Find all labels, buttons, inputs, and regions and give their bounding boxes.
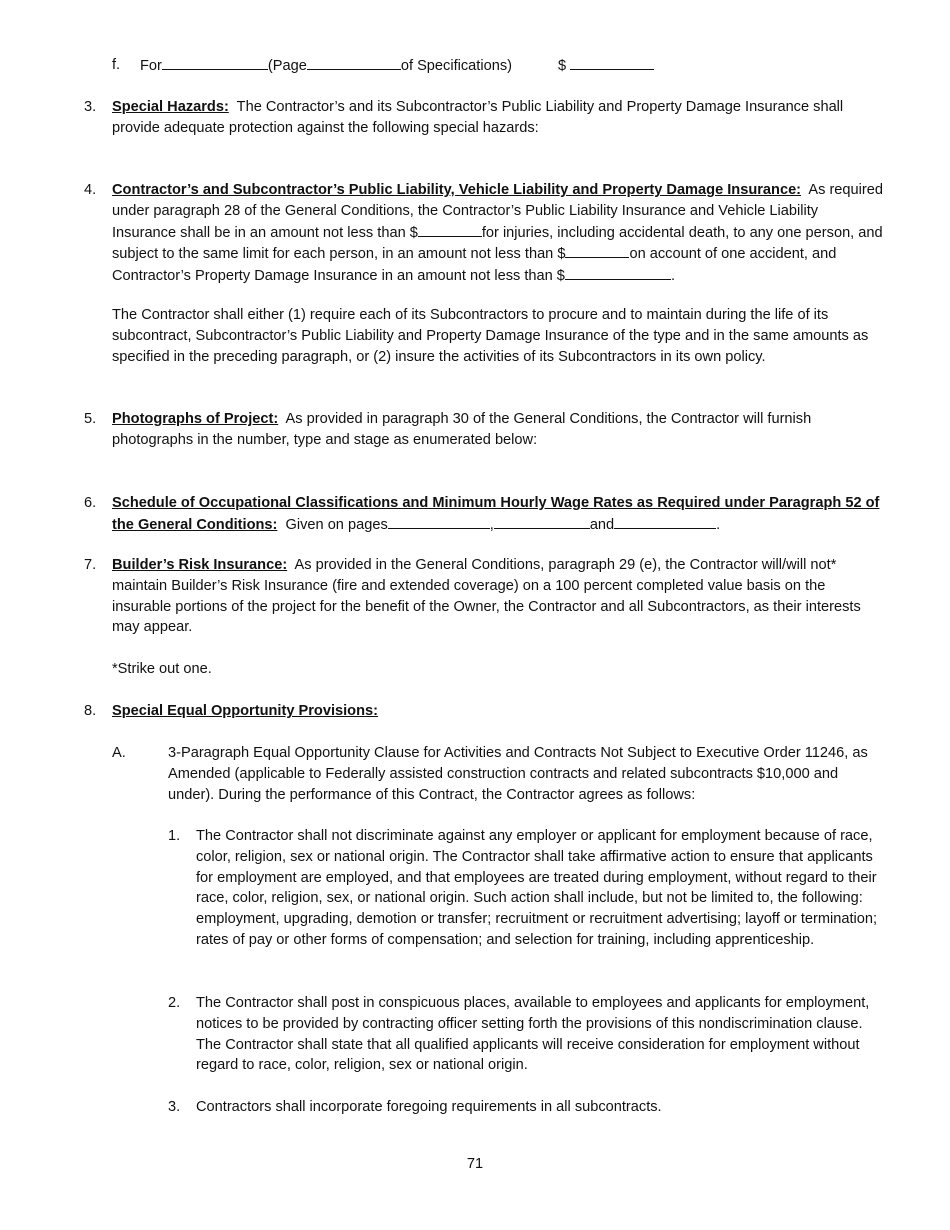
- clause-2-text: The Contractor shall post in conspicuous places, available to employees and applicants for employment, notices to be provided by contracting officer setting forth the provisions of this nondiscrimination clause. The Contractor shall state that all qualified applicants will receive consideration for employment without regard to race, color, religion, sex or national origin.: [196, 995, 870, 1074]
- page-number: 71: [466, 1156, 484, 1172]
- for-blank[interactable]: [162, 55, 268, 70]
- item-4-text-a: As required under paragraph 28 of the General Conditions, the Contractor’s Public Liability Insurance and Vehicle Liability Insurance shall be in an amount not less than $: [112, 182, 883, 241]
- item-8-heading: Special Equal Opportunity Provisions:: [112, 703, 378, 719]
- item-6-comma: ,: [489, 516, 494, 533]
- item-4-text-d: .: [670, 268, 675, 285]
- page-blank[interactable]: [307, 55, 401, 70]
- item-5-heading: Photographs of Project:: [112, 411, 279, 427]
- item-6-period: .: [716, 516, 721, 533]
- item-3-text: The Contractor’s and its Subcontractor’s Public Liability and Property Damage Insurance shall provide adequate protection against the following special hazards:: [112, 99, 844, 136]
- item-4-text-b: for injuries, including accidental death, to any one person, and subject to the same limit for each person, in an amount not less than $: [112, 224, 883, 263]
- accident-amount-blank[interactable]: [565, 243, 629, 258]
- liability-amount-blank[interactable]: [418, 222, 482, 237]
- item-3-body: [112, 97, 884, 139]
- clause-1-number: 1.: [168, 828, 181, 844]
- item-6-and: and: [589, 516, 615, 533]
- item-4-heading: Contractor’s and Subcontractor’s Public Liability, Vehicle Liability and Property Damage Insurance:: [112, 182, 802, 198]
- item-7-text: As provided in the General Conditions, paragraph 29 (e), the Contractor will/will not* maintain Builder’s Risk Insurance (fire and extended coverage) on a 100 percent completed value basis on the insurable portions of the project for the benefit of the Owner, the Contractor and all Subcontractors, as their interests may appear.: [112, 557, 861, 636]
- item-5-text: As provided in paragraph 30 of the General Conditions, the Contractor will furnish photographs in the number, type and stage as enumerated below:: [112, 411, 812, 448]
- for-label: For: [140, 58, 162, 74]
- amount-blank[interactable]: [570, 55, 654, 70]
- dollar-sign: $: [558, 58, 567, 74]
- item-4-number: 4.: [84, 182, 97, 198]
- subsection-a-letter: A.: [112, 745, 126, 761]
- item-5-body: [112, 409, 884, 451]
- item-4-para-2-text: The Contractor shall either (1) require each of its Subcontractors to procure and to maintain during the life of its subcontract, Subcontractor’s Public Liability and Property Damage Insurance of the type and in the same amounts as specified in the preceding paragraph, or (2) insure the activities of its Subcontractors in its own policy.: [112, 307, 869, 365]
- clause-1-text: The Contractor shall not discriminate against any employer or applicant for employment because of race, color, religion, sex or national origin. The Contractor shall take affirmative action to ensure that applicants for employment are employed, and that employees are treated during employment, without regard to their race, color, religion, sex, or national origin. Such action shall include, but not be limited to, the following: employment, upgrading, demotion or transfer; recruitment or recruitment advertising; layoff or termination; rates of pay or other forms of compensation; and selection for training, including apprenticeship.: [196, 828, 878, 948]
- item-6-heading: Schedule of Occupational Classifications and Minimum Hourly Wage Rates as Required under Paragraph 52 of the General Conditions:: [112, 495, 880, 533]
- item-7-number: 7.: [84, 557, 97, 573]
- page-blank-3[interactable]: [614, 514, 716, 529]
- item-6-text: Given on pages: [285, 516, 388, 533]
- clause-3-text: Contractors shall incorporate foregoing requirements in all subcontracts.: [196, 1099, 662, 1115]
- item-8-body: [112, 701, 884, 722]
- page-blank-2[interactable]: [494, 514, 590, 529]
- property-amount-blank[interactable]: [565, 265, 671, 280]
- item-3-number: 3.: [84, 99, 97, 115]
- item-f-text: [140, 55, 512, 77]
- clause-3-number: 3.: [168, 1099, 181, 1115]
- page-blank-1[interactable]: [388, 514, 490, 529]
- item-3-heading: Special Hazards:: [112, 99, 229, 115]
- strike-out-note: *Strike out one.: [112, 661, 212, 677]
- subsection-a-text: 3-Paragraph Equal Opportunity Clause for Activities and Contracts Not Subject to Executive Order 11246, as Amended (applicable to Federally assisted construction contracts and related subcontracts $10,000 and under). During the performance of this Contract, the Contractor agrees as follows:: [168, 745, 868, 803]
- item-7-heading: Builder’s Risk Insurance:: [112, 557, 288, 573]
- item-7-body: [112, 555, 884, 638]
- item-6-number: 6.: [84, 495, 97, 511]
- item-5-number: 5.: [84, 411, 97, 427]
- clause-2-number: 2.: [168, 995, 181, 1011]
- item-f-letter: f.: [112, 57, 121, 73]
- item-4-body: [112, 180, 884, 287]
- page-label: (Page: [267, 58, 307, 74]
- item-6-body: [112, 493, 884, 536]
- item-f-amount: [558, 55, 654, 77]
- item-8-number: 8.: [84, 703, 97, 719]
- of-specs-label: of Specifications): [400, 58, 512, 74]
- item-4-text-c: on account of one accident, and Contractor’s Property Damage Insurance in an amount not less than $: [112, 246, 837, 285]
